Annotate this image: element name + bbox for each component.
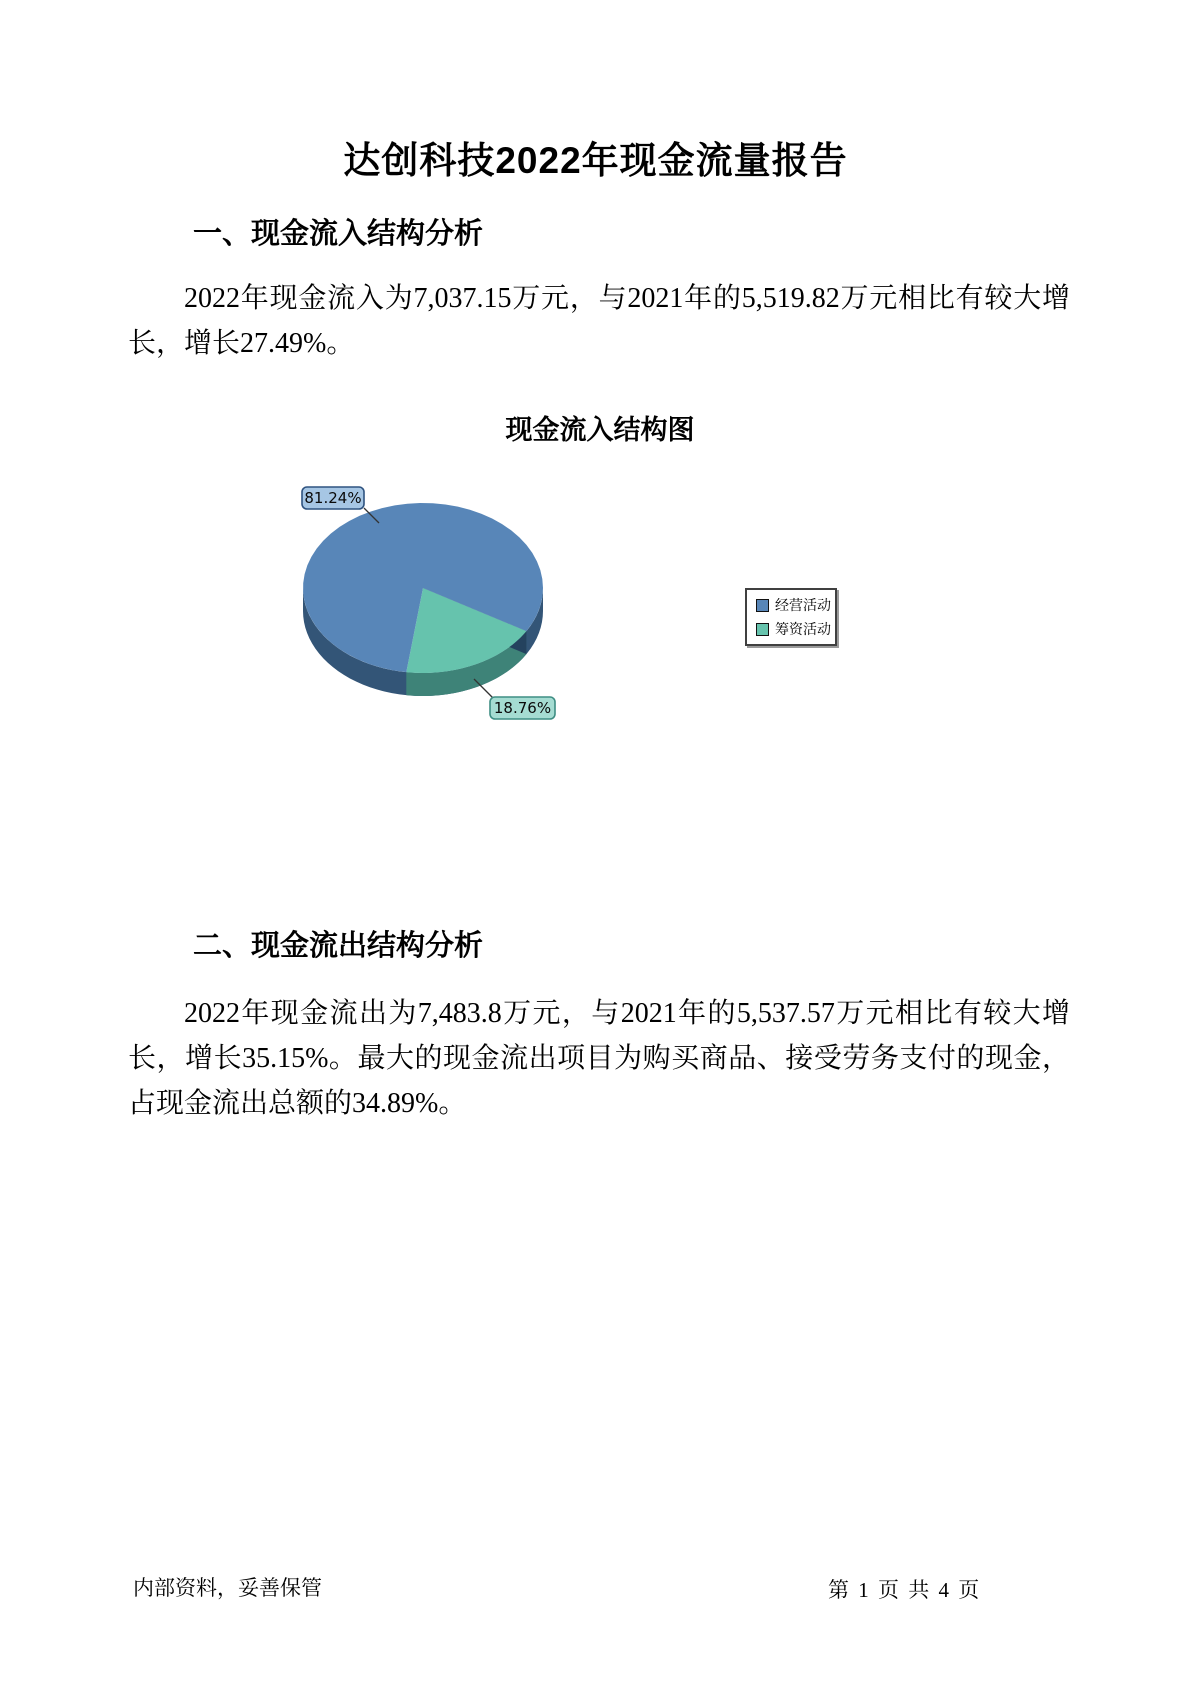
section2-paragraph: 2022年现金流出为7,483.8万元，与2021年的5,537.57万元相比有较大增长，增长35.15%。最大的现金流出项目为购买商品、接受劳务支付的现金，占现金流出总额的34.89%。: [128, 998, 1070, 1119]
section2-heading: 二、现金流出结构分析: [193, 930, 484, 962]
legend-item-financing: [756, 619, 835, 639]
legend-label-operating: 经营活动: [775, 597, 831, 613]
legend-swatch-financing-icon: [756, 623, 769, 636]
data-label-operating-text: 81.24%: [304, 489, 362, 507]
section1-heading: 一、现金流入结构分析: [193, 218, 484, 250]
data-label-financing-text: 18.76%: [493, 699, 552, 717]
section1-paragraph: 2022年现金流入为7,037.15万元，与2021年的5,519.82万元相比有较大增长，增长27.49%。: [128, 283, 1070, 359]
pie-chart: [280, 470, 600, 730]
legend-swatch-operating-icon: [756, 599, 769, 612]
footer-confidential-note: 内部资料，妥善保管: [133, 1576, 322, 1600]
page-title: 达创科技2022年现金流量报告: [343, 140, 848, 181]
legend-item-operating: [756, 595, 835, 615]
chart-title: 现金流入结构图: [505, 415, 695, 445]
legend-label-financing: 筹资活动: [775, 621, 831, 637]
chart-legend: [745, 588, 837, 646]
footer-page-number: 第 1 页 共 4 页: [828, 1578, 982, 1602]
